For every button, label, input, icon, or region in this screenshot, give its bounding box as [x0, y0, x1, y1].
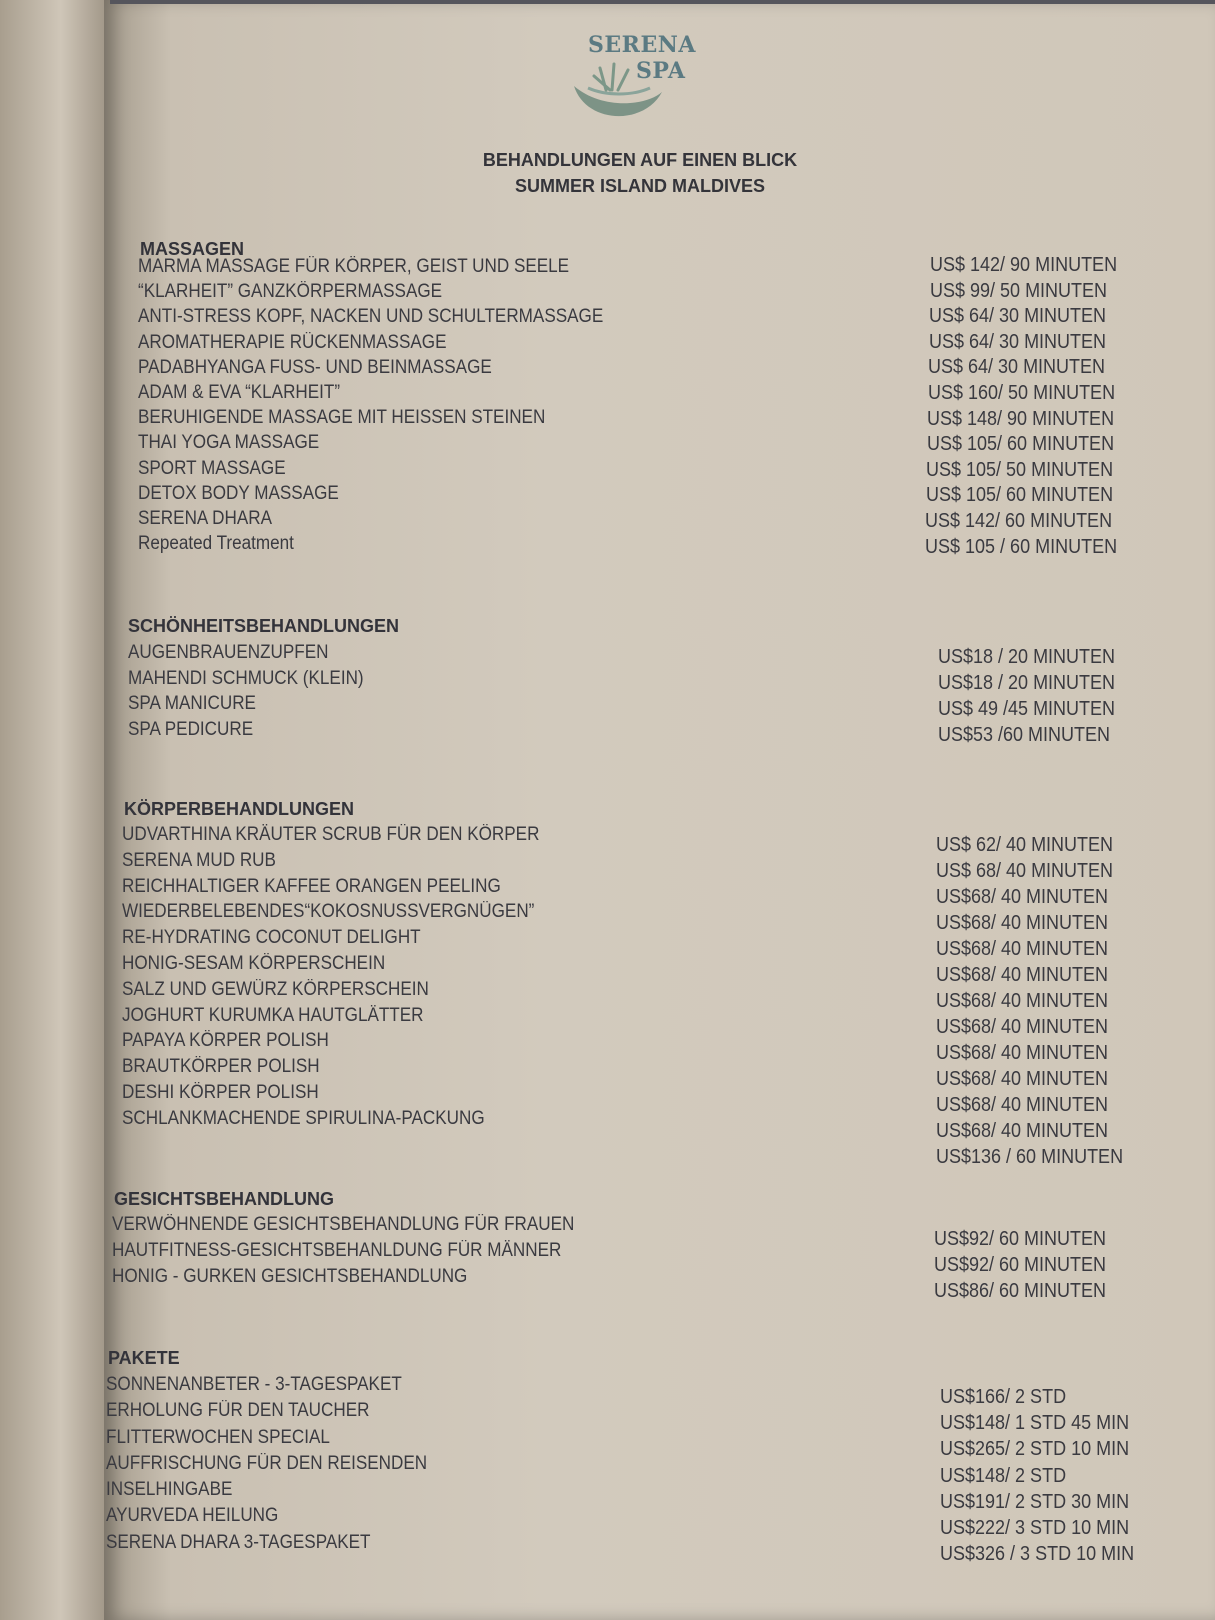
treatment-price: US$ 105/ 50 MINUTEN [926, 458, 1114, 481]
treatment-price: US$68/ 40 MINUTEN [936, 938, 1109, 960]
treatment-name: FLITTERWOCHEN SPECIAL [106, 1426, 330, 1448]
treatment-name: RE-HYDRATING COCONUT DELIGHT [122, 927, 421, 949]
treatment-name: MARMA MASSAGE FÜR KÖRPER, GEIST UND SEELE [138, 256, 570, 277]
treatment-name: WIEDERBELEBENDES“KOKOSNUSSVERGNÜGEN” [122, 901, 535, 923]
treatment-name: MAHENDI SCHMUCK (KLEIN) [128, 667, 364, 689]
treatment-price: US$ 49 /45 MINUTEN [938, 698, 1116, 720]
treatment-price: US$ 105/ 60 MINUTEN [925, 484, 1113, 507]
treatment-price: US$ 64/ 30 MINUTEN [928, 330, 1106, 353]
treatment-price: US$265/ 2 STD 10 MIN [940, 1438, 1130, 1461]
treatment-price: US$ 64/ 30 MINUTEN [929, 305, 1107, 328]
treatment-name: DETOX BODY MASSAGE [138, 482, 339, 504]
treatment-price: US$68/ 40 MINUTEN [936, 886, 1109, 908]
treatment-name: ERHOLUNG FÜR DEN TAUCHER [106, 1400, 370, 1422]
treatment-name: REICHHALTIGER KAFFEE ORANGEN PEELING [122, 875, 501, 897]
treatment-price: US$86/ 60 MINUTEN [934, 1280, 1107, 1302]
section-title-pakete: PAKETE [108, 1348, 180, 1368]
treatment-price: US$191/ 2 STD 30 MIN [940, 1490, 1130, 1513]
treatment-price: US$148/ 1 STD 45 MIN [940, 1412, 1130, 1435]
treatment-name: SPORT MASSAGE [138, 457, 286, 479]
serena-spa-logo [566, 28, 716, 128]
treatment-name: DESHI KÖRPER POLISH [122, 1081, 319, 1103]
treatment-name: PAPAYA KÖRPER POLISH [122, 1030, 329, 1052]
treatment-name: THAI YOGA MASSAGE [138, 432, 320, 454]
treatment-price: US$68/ 40 MINUTEN [936, 1094, 1109, 1116]
treatment-price: US$326 / 3 STD 10 MIN [940, 1543, 1135, 1566]
section-title-massagen: MASSAGEN [140, 239, 245, 259]
treatment-price: US$68/ 40 MINUTEN [936, 990, 1109, 1012]
treatment-price: US$68/ 40 MINUTEN [936, 1120, 1109, 1142]
treatment-name: JOGHURT KURUMKA HAUTGLÄTTER [122, 1004, 424, 1026]
treatment-price: US$ 105/ 60 MINUTEN [926, 433, 1114, 456]
treatment-price: US$ 105 / 60 MINUTEN [924, 535, 1117, 558]
treatment-price: US$ 142/ 60 MINUTEN [925, 510, 1113, 532]
treatment-price: US$ 148/ 90 MINUTEN [927, 407, 1115, 430]
treatment-name: SERENA MUD RUB [122, 849, 276, 871]
page-top-edge [110, 0, 1215, 4]
treatment-price: US$ 62/ 40 MINUTEN [936, 834, 1114, 856]
treatment-name: AYURVEDA HEILUNG [106, 1505, 279, 1527]
treatment-price: US$68/ 40 MINUTEN [936, 964, 1109, 986]
treatment-name: AUFFRISCHUNG FÜR DEN REISENDEN [106, 1452, 428, 1474]
treatment-name: BRAUTKÖRPER POLISH [122, 1056, 320, 1078]
treatment-name: SONNENANBETER - 3-TAGESPAKET [106, 1374, 402, 1395]
treatment-name: BERUHIGENDE MASSAGE MIT HEISSEN STEINEN [138, 407, 546, 429]
treatment-price: US$68/ 40 MINUTEN [936, 1016, 1109, 1038]
page-title: BEHANDLUNGEN AUF EINEN BLICK [482, 150, 798, 170]
treatment-price: US$ 142/ 90 MINUTEN [930, 254, 1118, 276]
treatment-name: SALZ UND GEWÜRZ KÖRPERSCHEIN [122, 978, 429, 1000]
treatment-price: US$53 /60 MINUTEN [938, 724, 1111, 746]
treatment-name: PADABHYANGA FUSS- UND BEINMASSAGE [138, 356, 492, 378]
treatment-price: US$148/ 2 STD [940, 1464, 1067, 1487]
section-title-sch-nheitsbehandlungen: SCHÖNHEITSBEHANDLUNGEN [128, 616, 400, 636]
treatment-price: US$68/ 40 MINUTEN [936, 1068, 1109, 1090]
treatment-price: US$222/ 3 STD 10 MIN [940, 1517, 1130, 1539]
treatment-name: HAUTFITNESS-GESICHTSBEHANLDUNG FÜR MÄNNER [112, 1240, 562, 1261]
treatment-name: HONIG-SESAM KÖRPERSCHEIN [122, 952, 386, 974]
treatment-price: US$68/ 40 MINUTEN [936, 912, 1109, 934]
treatment-price: US$18 / 20 MINUTEN [938, 672, 1116, 694]
logo-text-serena: SERENA [588, 32, 696, 58]
treatment-price: US$68/ 40 MINUTEN [936, 1042, 1109, 1064]
book-binding [0, 0, 110, 1620]
treatment-price: US$18 / 20 MINUTEN [938, 646, 1116, 668]
section-title-k-rperbehandlungen: KÖRPERBEHANDLUNGEN [124, 799, 355, 819]
treatment-name: SPA MANICURE [128, 693, 256, 714]
treatment-name: VERWÖHNENDE GESICHTSBEHANDLUNG FÜR FRAUEN [112, 1214, 575, 1235]
treatment-name: AROMATHERAPIE RÜCKENMASSAGE [138, 331, 447, 353]
treatment-name: SCHLANKMACHENDE SPIRULINA-PACKUNG [122, 1107, 485, 1129]
treatment-price: US$166/ 2 STD [940, 1386, 1067, 1408]
treatment-price: US$ 99/ 50 MINUTEN [929, 279, 1107, 302]
treatment-name: SERENA DHARA 3-TAGESPAKET [106, 1531, 371, 1553]
treatment-price: US$136 / 60 MINUTEN [936, 1146, 1124, 1168]
treatment-name: SPA PEDICURE [128, 718, 254, 740]
treatment-price: US$ 160/ 50 MINUTEN [927, 382, 1115, 404]
treatment-name: Repeated Treatment [138, 533, 294, 555]
treatment-price: US$ 64/ 30 MINUTEN [928, 356, 1106, 379]
section-title-gesichtsbehandlung: GESICHTSBEHANDLUNG [114, 1189, 335, 1209]
treatment-name: AUGENBRAUENZUPFEN [128, 642, 329, 663]
treatment-price: US$92/ 60 MINUTEN [934, 1254, 1107, 1276]
treatment-name: ANTI-STRESS KOPF, NACKEN UND SCHULTERMASSAGE [138, 306, 604, 328]
logo-text-spa: SPA [636, 58, 686, 84]
treatment-name: HONIG - GURKEN GESICHTSBEHANDLUNG [112, 1266, 468, 1287]
treatment-price: US$ 68/ 40 MINUTEN [936, 860, 1114, 882]
treatment-name: ADAM & EVA “KLARHEIT” [138, 381, 341, 403]
page-subtitle: SUMMER ISLAND MALDIVES [514, 176, 765, 196]
treatment-name: UDVARTHINA KRÄUTER SCRUB FÜR DEN KÖRPER [122, 824, 540, 845]
treatment-name: INSELHINGABE [106, 1479, 233, 1501]
treatment-name: SERENA DHARA [138, 507, 272, 529]
treatment-name: “KLARHEIT” GANZKÖRPERMASSAGE [138, 281, 443, 303]
treatment-price: US$92/ 60 MINUTEN [934, 1228, 1107, 1250]
